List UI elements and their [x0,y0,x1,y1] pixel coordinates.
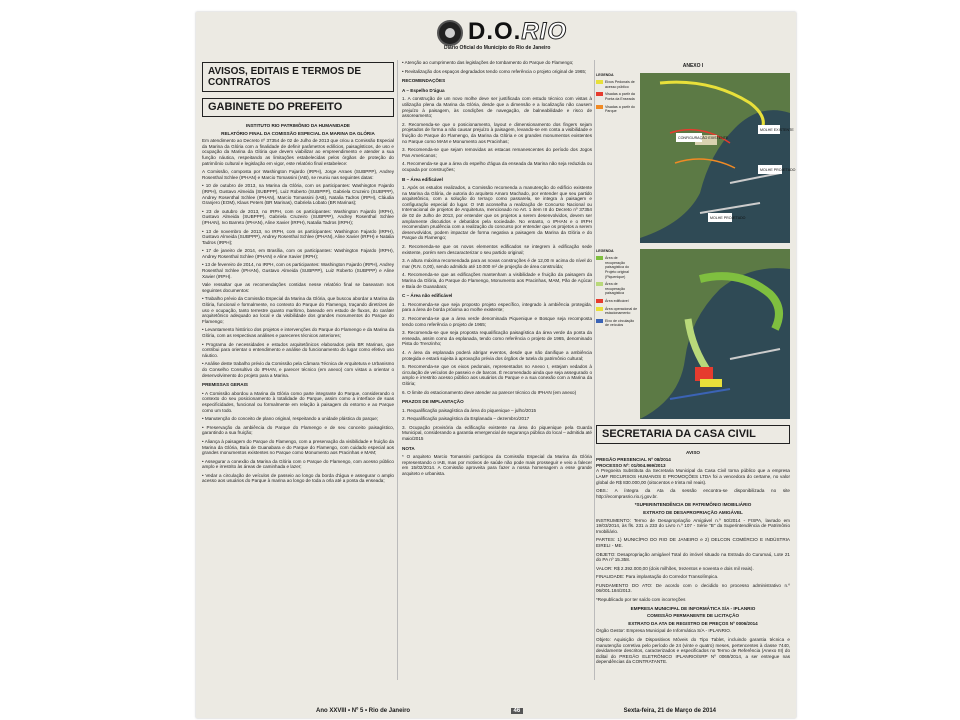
list-item: • Vedar a circulação de veículos de passeio ao longo da borda d'água e assegurar o amplo acesso aos usuários do Parque à marina ao longo de toda a orla até a ponta da enseada; [202,472,394,484]
paragraph: Objeto: Aquisição de Dispositivos Móveis do Tipo Tablet, incluindo garantia técnica e manutenção corretiva pelo período de 24 (vinte e quatro) meses, pertencentes à classe 7440, devidamente descritos, caracterizados e especificados no Termo de Referência (Anexo III) do Edital do PREGÃO ELETRÔNICO IPLANRIO/SRP Nº 0069/2014, a ser entregue nas dependências da CONTRATANTE. [596,637,790,665]
paragraph: PARTES: 1) MUNICÍPIO DO RIO DE JANEIRO e 2) DELCON COMÉRCIO E INDÚSTRIA EIRELI - ME. [596,537,790,548]
page-footer [316,706,716,716]
column-left [202,60,394,684]
list-item: • Preservação da ambiência do Parque do Flamengo e de seu conceito paisagístico, garantindo a sua fruição; [202,424,394,436]
paragraph: 3. Recomenda-se que sejam removidas as estacas remanescentes do período dos Jogos Pan Americanos; [402,147,592,158]
paragraph: Órgão Gestor: Empresa Municipal de Informática S/A - IPLANRIO. [596,628,732,634]
column-divider [594,60,595,680]
extrato-ata-heading: EXTRATO DA ATA DE REGISTRO DE PREÇOS Nº 0006/2014 [628,620,758,626]
legend-item [596,256,638,279]
page-number: 46 [511,708,524,714]
paragraph: OBJETO: Desapropriação amigável Total do imóvel situado na Estrada do Curumaú, Lote 21 do PA nº 15.358. [596,551,790,563]
paragraph: • 13 de novembro de 2013, no IRPH, com os participantes: Washington Fajardo (IRPH), Gustavo Almeida (SUBPPP), Andrey Rosenthal Schlee (IPHAN), Aline Xavier (IRPH) e Natalia Tadros (IRPH); [202,228,394,245]
section-casa-civil-title: SECRETARIA DA CASA CIVIL [596,425,790,444]
paragraph: 3. A altura máxima recomendada para as novas construções é de 12,00 m acima do nível do mar (R.N. 0,00), sendo admitido até 10.000 m² de projeção de área construída; [402,258,592,269]
list-item: • A Comissão abordou a Marina da Glória como parte integrante do Parque, considerando o contexto do seu posicionamento à totalidade do Parque, assim como a interface de suas especificidades, funcional ou formalmente em relação à paisagem do entorno e ao Parque como um todo. [202,390,394,413]
paragraph: 1. Recomenda-se que seja proposto projeto específico, integrado à ambiência protegida, para a área de borda próxima ao molhe existente; [402,301,592,313]
legend-swatch [596,307,603,311]
paragraph: • Levantamento histórico dos projetos e intervenções do Parque do Flamengo e da Marina da Glória, com as respectivas análises e pareceres técnicos anteriores; [202,327,394,338]
legend-swatch [596,282,603,286]
list-item: 3. Ocupação provisória da edificação existente na área do piquenique pela Guarda Municipal, considerando a garantia emergencial de segurança pública do local – admitida até maio/2015 [402,424,592,442]
iplanrio-heading: EMPRESA MUNICIPAL DE INFORMÁTICA S/A - IPLANRIO [630,605,756,611]
anexo-heading: ANEXO I [682,63,704,69]
premissas-heading: PREMISSAS GERAIS [202,382,248,388]
legend-label: Eixo de circulação de veículos [605,318,635,328]
legend-item [596,319,638,328]
area-nao-edificavel-heading: C – Área não edificável [402,293,453,299]
paragraph: 2. Recomenda-se que os novos elementos edificados se integrem à edificação sede existente, porém sem descaracterizar o seu partido original; [402,244,592,255]
iplanrio-subheading: COMISSÃO PERMANENTE DE LICITAÇÃO [646,613,740,619]
pregao-line: PREGÃO PRESENCIAL Nº 08/2014 [596,457,671,463]
legend-label: Área de recuperação paisagística do Projeto original (Piquenique) [605,256,629,279]
list-item: • Assegurar a conexão da Marina da Glória com o Parque do Flamengo, com acesso público amplo e irrestrito às áreas de caminhada e lazer; [202,458,394,470]
map-label: MOLHE PROJETADO [710,215,746,220]
masthead [196,12,796,52]
list-item: 1. Requalificação paisagística da área do piquenique – julho/2015 [402,407,537,413]
paragraph: 1. A construção de um novo molhe deve ser justificada com estudo técnico com vistas à utilização plena da Marina da Glória, desde que a dimensão e a localização não causem prejuízo à paisagem, às condições de navegação, de balneabilidade e risco de assoreamento; [402,96,592,119]
premissas-list [202,391,394,484]
anexo-map-2 [596,249,790,419]
list-item: • Aliança à paisagem do Parque do Flamengo, com a preservação da visibilidade e fruição da Marina da Glória, Baía de Guanabara e do Parque do Flamengo, com cuidado especial aos grandes monumentos existentes no Parque como Monumento aos Pracinhas e MAM; [202,438,394,456]
logo-main: D.O. [468,18,522,45]
list-item: 2. Requalificação paisagística da Esplanada – dezembro/2017 [402,416,530,422]
list-item: • Revitalização dos espaços degradados tendo como referência o projeto original de 1965; [402,68,587,74]
paragraph: FUNDAMENTO DO ATO: De acordo com o decidido no processo administrativo n.º 06/001.184/2013. [596,582,790,594]
map-label: MOLHE PROJETADO [760,167,796,172]
legend-label: Área de recuperação paisagística [605,282,625,296]
legend-item [596,105,638,114]
legend-item [596,282,638,296]
newspaper-page [196,12,796,718]
legend-label: Eixos Pedonais de acesso público [605,80,635,89]
nota-text: * O arquiteto Marcio Tomassini participou da Comissão Especial da Marina da Glória representando o IAB, mas por motivos de saúde não pode mais prosseguir e veio a falecer em 15/02/2014. A Comissão aproveita para fazer a nossa homenagem a esse grande arquiteto e urbanista. [402,454,592,477]
city-seal-icon [437,20,463,46]
paragraph: • 23 de outubro de 2013, no IRPH, com os participantes: Washington Fajardo (IRPH), Gustavo Almeida (SUBPPP), Gabriela Cruzeiro (SUBPPP), Andrey Rosenthal Schlee (IPHAN), Ivo Barreto (IPHAN), Aline Xavier (IRPH), Natalia Tadros (IRPH); [202,208,394,225]
paragraph: FINALIDADE: Para implantação do Corredor Transolímpica. [596,574,719,580]
map-label: CONFIGURAÇÃO EXISTENTE [678,135,729,140]
legend-swatch [596,92,603,96]
paragraph: 2. Recomenda-se que a área verde denominada Piquenique e Bosque seja recomposta tendo como referência o projeto de 1965; [402,315,592,327]
column-divider [397,60,398,680]
paragraph: INSTRUMENTO: Termo de Desapropriação Amigável n.º 50/2014 - FISPA, lavrado em 19/03/2014, às fls. 231 a 233 do Livro n.º 107 - Série "B" da Superintendência de Patrimônio Imobiliário. [596,517,790,534]
legend-swatch [596,299,603,303]
paragraph: 4. A área da esplanada poderá abrigar eventos, desde que não danifique a ambiência protegida e estará sujeita à aprovação prévia dos órgãos de tutela do patrimônio cultural; [402,349,592,361]
paragraph: 1. Após os estudos realizados, a Comissão recomenda a manutenção do edifício existente na Marina da Glória, de autoria do arquiteto Amaro Machado, por entender que seu partido arquitetônico, com a solução do terraço como passarela, se integra à paisagem e configuração especial do lugar. O IAB aconselha a realização de Concurso Nacional ou Internacional de projetos de Arquitetura, mencionado no Art. 1 item III do Decreto nº 37354 de 02 de Julho de 2013, por entender que os projetos a serem desenvolvidos, devem ser amplamente discutidos e debatidos pela sociedade. No entanto, o IPHAN e o IRPH recomendam prudência com a realização do concurso por entender que os projetos a serem desenvolvidos, podem impactar de forma negativa a paisagem da Marina da Glória e do Parque do Flamengo; [402,185,592,241]
legend-label: Área edificável [605,298,629,303]
footer-date: Sexta-feira, 21 de Março de 2014 [623,708,716,714]
aerial-map-2-image [640,249,790,419]
recomendacoes-heading: RECOMENDAÇÕES [402,78,446,84]
section-gabinete-title: GABINETE DO PREFEITO [202,98,394,117]
masthead-subtitle: Diário Oficial do Município do Rio de Janeiro [444,45,551,51]
map-1-legend [596,73,638,243]
section-avisos-title: AVISOS, EDITAIS E TERMOS DE CONTRATOS [202,62,394,92]
paragraph: Em atendimento ao Decreto nº 37354 de 02 de Julho de 2013 que criou a Comissão Especial da Marina da Glória com a finalidade de definir parâmetros edilícios, paisagísticos, de uso e ocupação da Marina da Glória que devem viabilizar ao empreendimento e atender a sua função náutica, respeitando as limitações estabelecidas pelos órgãos de proteção do patrimônio cultural e legislação em vigor, este relatório final estabelece: [202,138,394,166]
logo-rio: RIO [521,18,568,45]
paragraph: OBS.: A íntegra da Ata da sessão encontra-se disponibilizada no site http://ecomprasrio.rio.rj.gov.br. [596,488,790,499]
paragraph: A Pregoeira Substituta da Secretaria Municipal da Casa Civil torna público que a empresa LAMF RECURSOS HUMANOS E PROMOÇÕES LTDA foi a vencedora do certame, no valor global de R$ 830.000,00 (oitocentos e trinta mil reais). [596,468,790,485]
list-item: • Manutenção do conceito de plano original, respeitando a unidade plástica do parque; [202,416,379,422]
paragraph: 5. Recomenda-se que os eixos pedonais, representados no Anexo I, estejam vedados à circulação de veículos de passeio e de barcos. É recomendado ainda que seja assegurado o amplo e irrestrito acesso público aos usuários do Parque e a sua conexão com a Marina da Glória; [402,364,592,386]
legend-item [596,307,638,316]
doc-subheading: RELATÓRIO FINAL DA COMISSÃO ESPECIAL DA MARINA DA GLÓRIA [221,130,375,136]
footer-edition: Ano XXVIII • Nº 5 • Rio de Janeiro [316,708,411,714]
legend-title: LEGENDA [596,72,614,77]
paragraph: 4. Recomenda-se que as edificações mantenham a visibilidade e fruição da paisagem da Marina da Glória, do Parque do Flamengo, Monumento aos Pracinhas, MAM, Pão de Açúcar e Baía de Guanabara; [402,272,592,289]
column-middle [402,60,592,684]
diario-oficial-logo [468,18,567,46]
aerial-map-1-image [640,73,796,243]
legend-swatch [596,105,603,109]
aviso-heading: AVISO [686,449,700,455]
processo-line: PROCESSO Nº: 01/004.969/2013 [596,462,666,468]
paragraph: A Comissão, composta por Washington Fajardo (IRPH), Jorge Arraes (SUBPPP), Andrey Rosenthal Schlee (IPHAN) e Marcio Tomassini (IAB), se reuniu nas seguintes datas: [202,169,394,180]
legend-swatch [596,256,603,260]
nota-heading: NOTA [402,445,415,451]
paragraph: 2. Recomenda-se que o posicionamento, layout e dimensionamento dos fingers sejam projetados de forma a não causar prejuízo à paisagem, levando-se em conta a visibilidade e fruição do Parque do Flamengo, da Marina da Glória e os grandes monumentos existentes no Parque como MAM e Monumento aos Pracinhas; [402,121,592,144]
extrato-desapropriacao-heading: EXTRATO DE DESAPROPRIAÇÃO AMIGÁVEL [643,509,743,515]
legend-label: Visadas a partir do Parque [605,104,635,114]
paragraph: *Republicado por ter saído com incorreções [596,597,686,603]
paragraph: • Análise deste trabalho prévio da Comissão pela Câmara Técnica de Arquitetura e Urbanismo do Conselho Consultivo do IPHAN, e parecer técnico (em anexo) com vistas a orientar o desenvolvimento do projeto para a Marina. [202,361,395,378]
doc-heading: INSTITUTO RIO PATRIMÔNIO DA HUMANIDADE [246,123,350,128]
paragraph: VALOR: R$ 2.392.000,00 (dois milhões, trezentos e noventa e dois mil reais). [596,565,754,571]
paragraph: Vale ressaltar que as recomendações contidas nesse relatório final se basearam nos seguintes documentos: [202,282,394,293]
anexo-map-1 [596,72,796,243]
list-item: • Atenção ao cumprimento das legislações de tombamento do Parque do Flamengo; [402,60,574,65]
paragraph: • 13 de fevereiro de 2014, no IRPH, com os participantes: Washington Fajardo (IRPH), Andrey Rosenthal Schlee (IPHAN), Gustavo Almeida (SUBPPP), Luiz Roberto (SUBPPP) e Aline Xavier (IRPH). [202,262,394,279]
map-2-legend [596,249,638,419]
paragraph: • Trabalho prévio da Comissão Especial da Marina da Glória, que buscou abordar a Marina da Glória, funcional e formalmente, no contexto do Parque do Flamengo, traçando diretrizes de uso e ocupação, tanto terrestre quanto marítimo, baseado em estudo de fluxos, do caráter arquitetônico adequado ao local e da visibilidade dos grandes monumentos do Parque do Flamengo; [202,296,394,324]
paragraph: • 10 de outubro de 2013, na Marina da Glória, com os participantes: Washington Fajardo (IRPH), Gustavo Almeida (SUBPPP), Luiz Roberto (SUBPPP), Gabriela Cruzeiro (SUBPPP), Andrey Rosenthal Schlee (IPHAN), Marcio Tomassini (IAB), Natalia Tadros (IRPH), Cláudia Granjero (EOM), Klaus Peters (BR Marinas), Gabriela Lobato (BR Marinas); [202,183,394,206]
legend-item [596,92,638,101]
legend-swatch [596,319,603,323]
legend-label: Área operacional de estacionamento [605,306,638,316]
superintendencia-heading: *SUPERINTENDÊNCIA DE PATRIMÔNIO IMOBILIÁRIO [634,502,752,508]
legend-label: Visadas a partir da Ponta da Enseada [605,92,635,101]
column-right [596,60,796,684]
legend-swatch [596,80,603,84]
paragraph: • Programa de necessidades e estudos arquitetônicos elaborados pela BR Marinas, que contribui para orientar o entendimento e análise do funcionamento do lugar como efetivo uso náutico. [202,341,394,358]
paragraph: 6. O limite do estacionamento deve atender ao parecer técnico do IPHAN (em anexo) [402,389,577,395]
paragraph: 3. Recomenda-se que seja proposta requalificação paisagística da área verde da ponta da enseada, assim como da esplanada, tendo como referência o projeto de 1965, denominado Pista do Trenzinho; [402,330,592,347]
relatorio-body [202,138,394,378]
paragraph: • 17 de janeiro de 2014, em Brasília, com os participantes: Washington Fajardo (IRPH), Andrey Rosenthal Schlee (IPHAN) e Aline Xavier (IRPH); [202,248,394,259]
prazos-heading: PRAZOS DE IMPLANTAÇÃO [402,399,464,405]
legend-title: LEGENDA [596,248,614,253]
area-edificavel-heading: B – Área edificável [402,176,443,182]
legend-item [596,299,638,304]
espelho-dagua-heading: A – Espelho D'água [402,87,445,93]
map-label: MOLHE EXISTENTE [760,127,794,132]
paragraph: 4. Recomenda-se que a área do espelho d'água da enseada da Marina não seja reduzida ou ocupada por construções; [402,161,592,172]
legend-item [596,80,638,89]
